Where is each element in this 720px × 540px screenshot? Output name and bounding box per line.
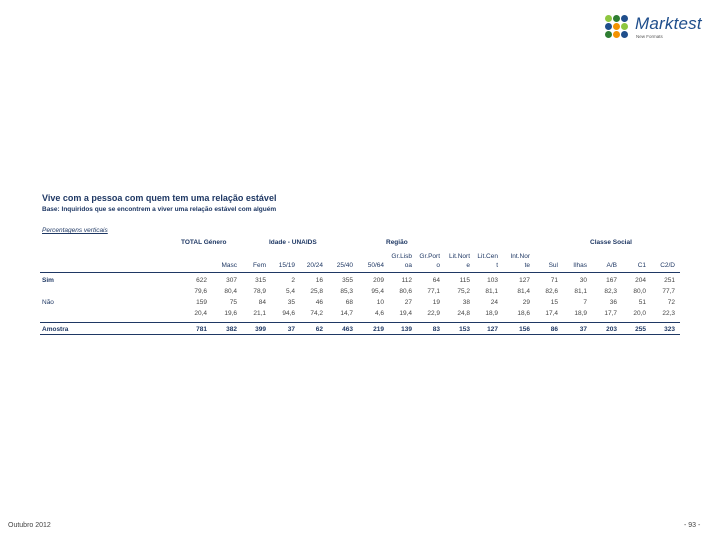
table-cell: 51 — [638, 299, 646, 306]
table-cell: 27 — [404, 299, 412, 306]
table-cell: 622 — [196, 277, 207, 284]
total-cell: 382 — [226, 326, 237, 333]
page-title: Vive com a pessoa com quem tem uma relação estável — [42, 193, 277, 203]
table-cell: 74,2 — [310, 310, 323, 317]
total-cell: 156 — [519, 326, 530, 333]
table-cell: 80,6 — [399, 288, 412, 295]
table-cell: 17,4 — [545, 310, 558, 317]
row-label: Sim — [42, 277, 54, 284]
total-cell: 37 — [287, 326, 295, 333]
total-cell: 62 — [315, 326, 323, 333]
column-header: Lit.Cen t — [477, 253, 498, 269]
table-cell: 81,1 — [574, 288, 587, 295]
table-bottom-border — [40, 334, 680, 335]
table-cell: 18,9 — [574, 310, 587, 317]
logo-dot — [613, 31, 620, 38]
table-cell: 82,3 — [604, 288, 617, 295]
table-cell: 21,1 — [253, 310, 266, 317]
column-header: C1 — [637, 262, 646, 269]
table-cell: 159 — [196, 299, 207, 306]
table-cell: 24 — [490, 299, 498, 306]
total-divider — [40, 322, 680, 323]
table-cell: 46 — [315, 299, 323, 306]
table-cell: 127 — [519, 277, 530, 284]
table-cell: 81,4 — [517, 288, 530, 295]
table-cell: 78,9 — [253, 288, 266, 295]
total-cell: 463 — [342, 326, 353, 333]
group-header-idade: Idade - UNAIDS — [269, 239, 317, 246]
percent-label: Percentagens verticais — [42, 227, 108, 234]
group-header-classe-social: Classe Social — [590, 239, 632, 246]
table-cell: 22,3 — [662, 310, 675, 317]
table-cell: 30 — [579, 277, 587, 284]
footer-date: Outubro 2012 — [8, 522, 51, 529]
total-cell: 153 — [459, 326, 470, 333]
table-cell: 36 — [609, 299, 617, 306]
table-cell: 95,4 — [371, 288, 384, 295]
table-cell: 79,6 — [194, 288, 207, 295]
total-cell: 255 — [635, 326, 646, 333]
table-cell: 19,6 — [224, 310, 237, 317]
column-header: 20/24 — [306, 262, 323, 269]
table-cell: 355 — [342, 277, 353, 284]
total-row-label: Amostra — [42, 326, 69, 333]
table-cell: 75,2 — [457, 288, 470, 295]
total-cell: 37 — [579, 326, 587, 333]
table-cell: 14,7 — [340, 310, 353, 317]
table-cell: 68 — [345, 299, 353, 306]
table-cell: 29 — [522, 299, 530, 306]
table-cell: 80,4 — [224, 288, 237, 295]
column-header: Lit.Nort e — [449, 253, 470, 269]
column-header: Masc — [221, 262, 237, 269]
logo-dot — [621, 31, 628, 38]
table-cell: 307 — [226, 277, 237, 284]
group-header-total-genero: TOTAL Género — [181, 239, 227, 246]
table-cell: 16 — [315, 277, 323, 284]
total-cell: 323 — [664, 326, 675, 333]
column-header: C2/D — [660, 262, 675, 269]
total-cell: 127 — [487, 326, 498, 333]
table-cell: 38 — [462, 299, 470, 306]
column-header: A/B — [606, 262, 617, 269]
table-cell: 77,7 — [662, 288, 675, 295]
total-cell: 139 — [401, 326, 412, 333]
row-label: Não — [42, 299, 54, 306]
table-cell: 19,4 — [399, 310, 412, 317]
table-cell: 80,0 — [633, 288, 646, 295]
column-header: Gr.Lisb oa — [391, 253, 412, 269]
table-cell: 209 — [373, 277, 384, 284]
table-cell: 85,3 — [340, 288, 353, 295]
group-header-regiao: Região — [386, 239, 408, 246]
column-header: Gr.Port o — [419, 253, 440, 269]
table-cell: 71 — [550, 277, 558, 284]
logo-dots-icon — [604, 14, 632, 42]
logo-dot — [613, 15, 620, 22]
marktest-logo — [604, 14, 704, 44]
total-cell: 399 — [255, 326, 266, 333]
table-cell: 115 — [459, 277, 470, 284]
table-cell: 18,9 — [485, 310, 498, 317]
column-header: Ilhas — [573, 262, 587, 269]
table-cell: 82,6 — [545, 288, 558, 295]
table-cell: 20,0 — [633, 310, 646, 317]
table-cell: 167 — [606, 277, 617, 284]
table-cell: 20,4 — [194, 310, 207, 317]
column-header: 50/64 — [367, 262, 384, 269]
logo-dot — [605, 15, 612, 22]
page-number: - 93 - — [684, 522, 701, 529]
table-cell: 5,4 — [285, 288, 295, 295]
logo-dot — [605, 23, 612, 30]
table-cell: 35 — [287, 299, 295, 306]
table-cell: 25,8 — [310, 288, 323, 295]
table-cell: 22,9 — [427, 310, 440, 317]
total-cell: 83 — [432, 326, 440, 333]
header-divider — [40, 272, 680, 273]
table-cell: 84 — [258, 299, 266, 306]
table-cell: 72 — [667, 299, 675, 306]
table-cell: 204 — [635, 277, 646, 284]
table-cell: 4,6 — [374, 310, 384, 317]
table-cell: 2 — [291, 277, 295, 284]
table-cell: 10 — [376, 299, 384, 306]
logo-dot — [605, 31, 612, 38]
logo-dot — [621, 23, 628, 30]
table-cell: 81,1 — [485, 288, 498, 295]
table-cell: 315 — [255, 277, 266, 284]
total-cell: 219 — [373, 326, 384, 333]
base-description: Base: Inquiridos que se encontrem a viver uma relação estável com alguém — [42, 206, 277, 213]
logo-dot — [613, 23, 620, 30]
table-cell: 112 — [401, 277, 412, 284]
column-header: 25/40 — [336, 262, 353, 269]
table-cell: 17,7 — [604, 310, 617, 317]
column-header: Int.Nor te — [510, 253, 530, 269]
table-cell: 19 — [432, 299, 440, 306]
total-cell: 203 — [606, 326, 617, 333]
table-cell: 15 — [550, 299, 558, 306]
logo-tagline: New Formats — [636, 34, 663, 39]
table-cell: 24,8 — [457, 310, 470, 317]
table-cell: 77,1 — [427, 288, 440, 295]
column-header: Sul — [548, 262, 558, 269]
column-header: Fem — [253, 262, 266, 269]
table-cell: 103 — [487, 277, 498, 284]
table-cell: 251 — [664, 277, 675, 284]
table-cell: 64 — [432, 277, 440, 284]
total-cell: 781 — [196, 326, 207, 333]
table-cell: 94,6 — [282, 310, 295, 317]
logo-wordmark: Marktest — [635, 14, 702, 33]
logo-dot — [621, 15, 628, 22]
column-header: 15/19 — [278, 262, 295, 269]
table-cell: 18,6 — [517, 310, 530, 317]
table-cell: 7 — [583, 299, 587, 306]
table-cell: 75 — [229, 299, 237, 306]
total-cell: 86 — [550, 326, 558, 333]
